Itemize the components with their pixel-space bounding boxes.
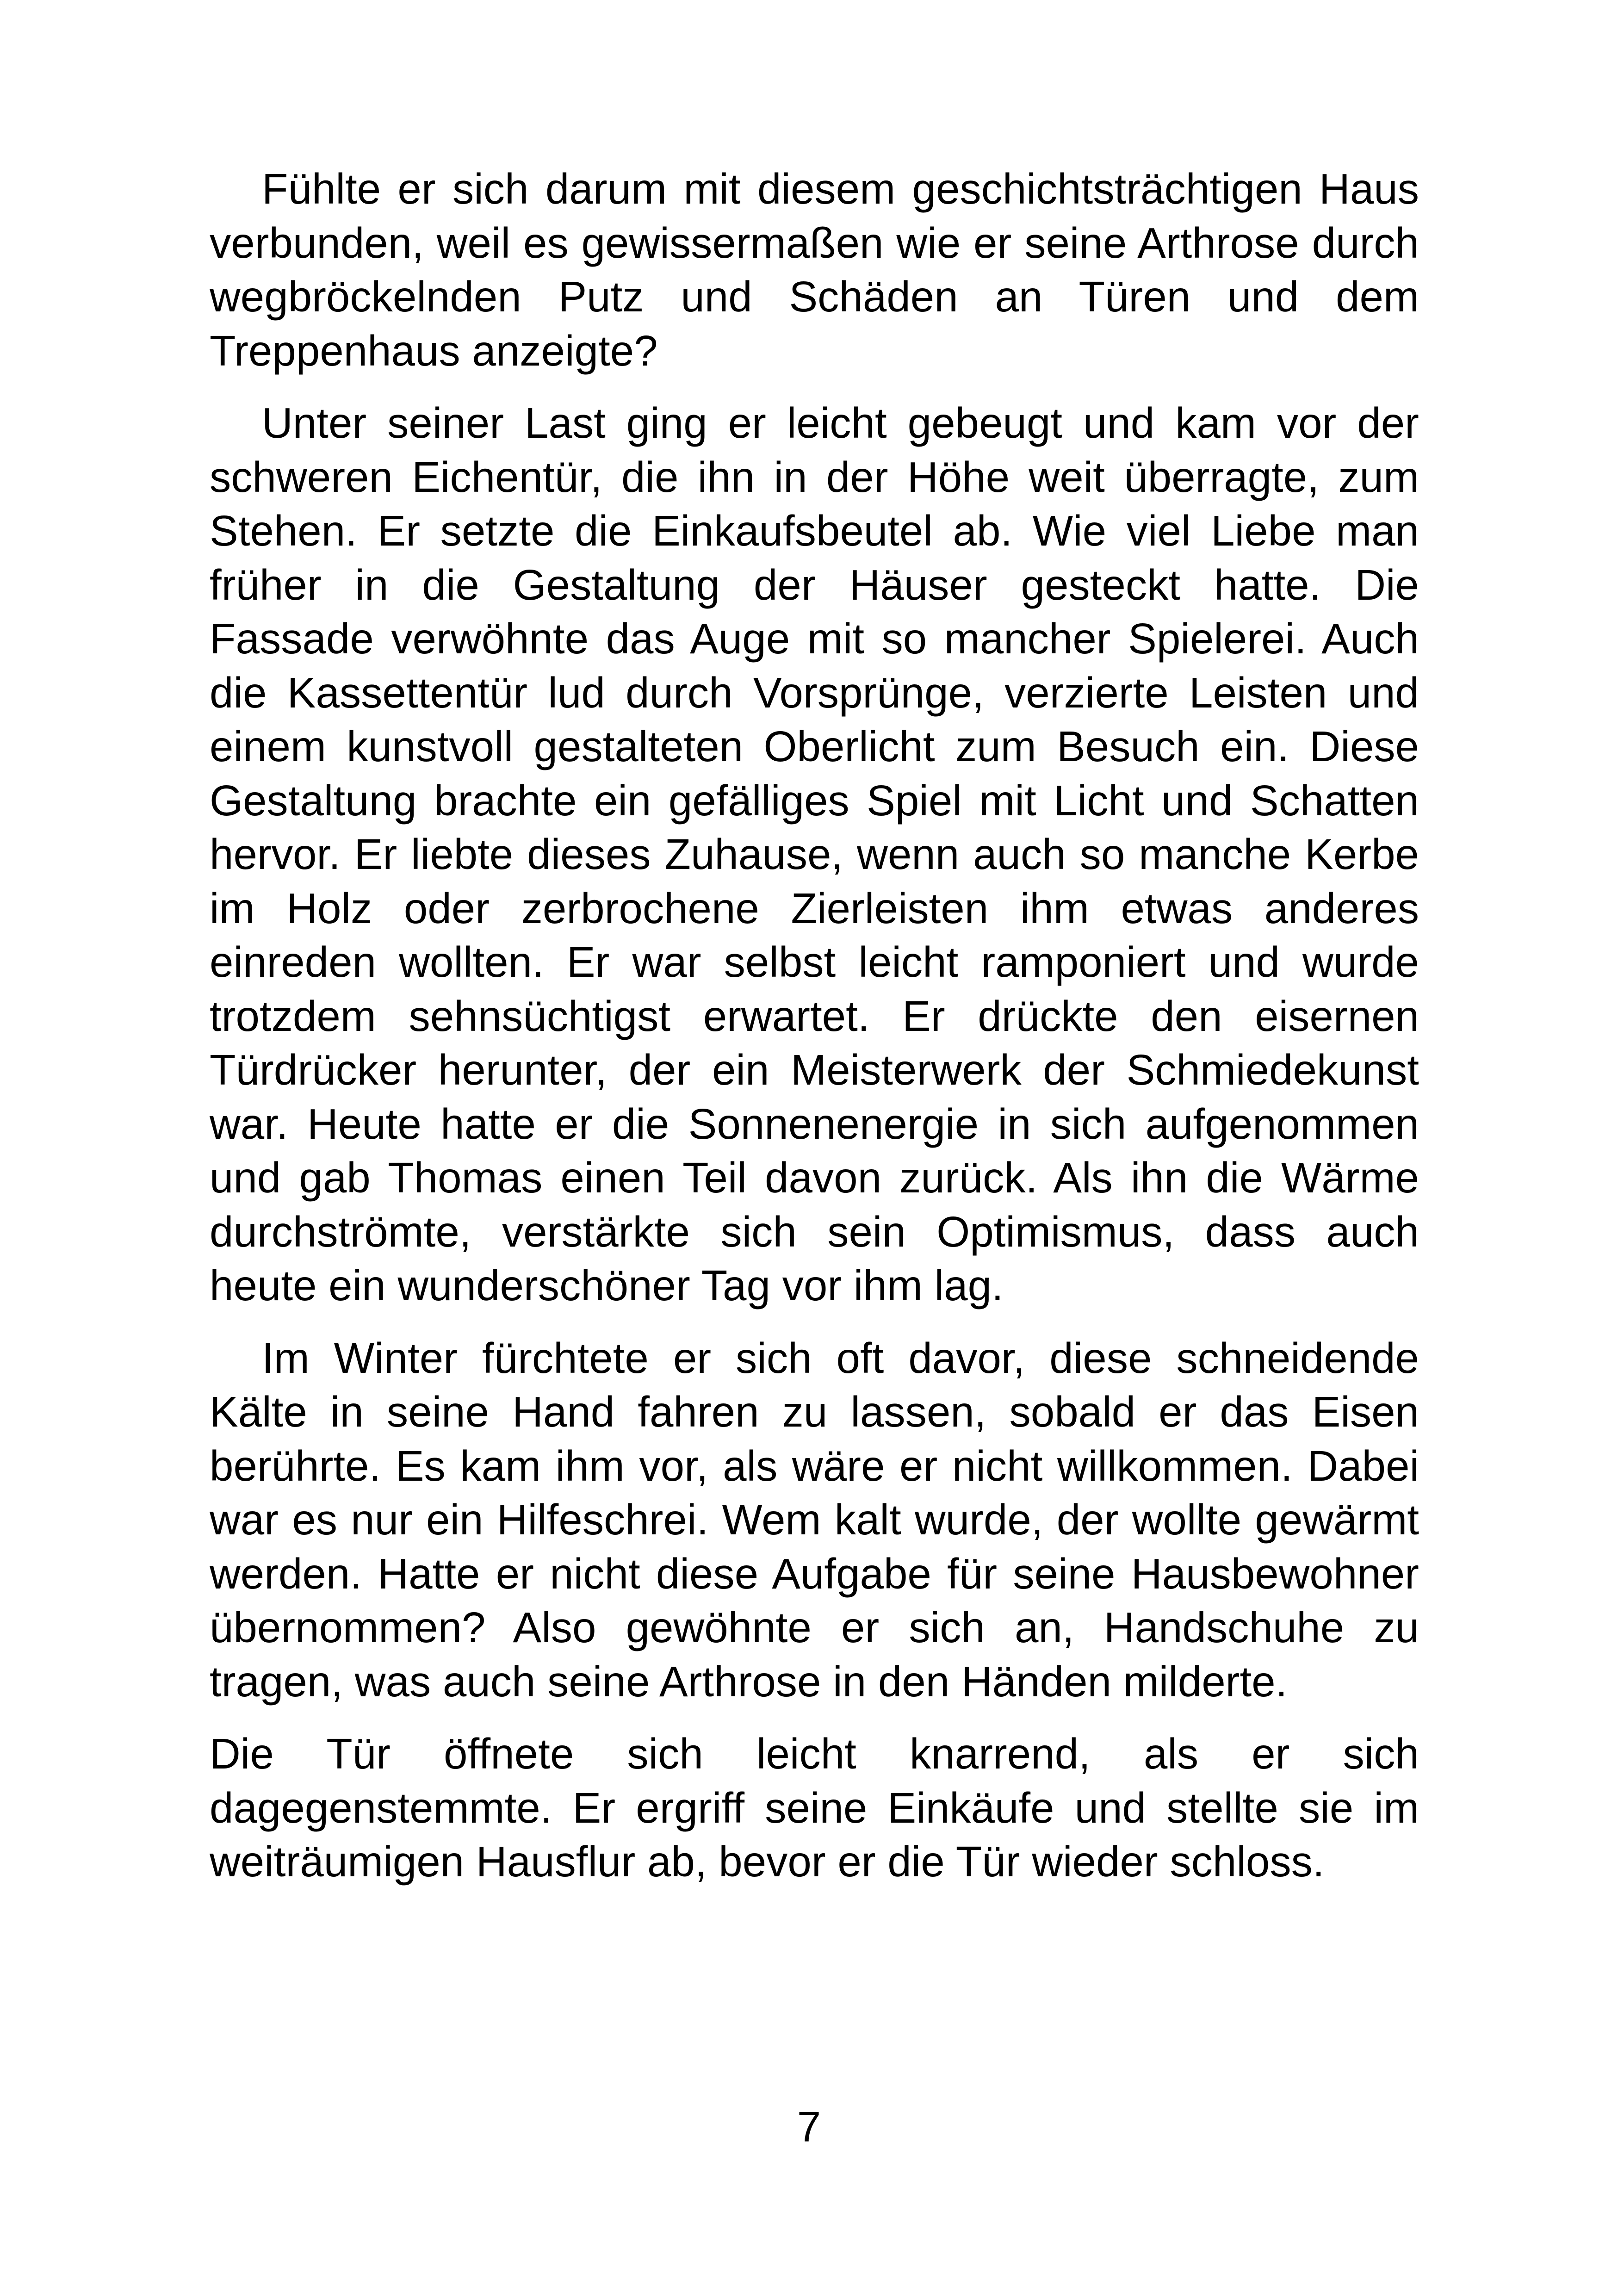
paragraph: Die Tür öffnete sich leicht knarrend, als er sich dagegenstemmte. Er ergriff seine Einkäufe und stellte sie im weiträumigen Hausflur ab, bevor er die Tür wieder schloss.	[210, 1730, 1419, 1886]
paragraph: Unter seiner Last ging er leicht gebeugt und kam vor der schweren Eichentür, die ihn in der Höhe weit überragte, zum Stehen. Er setzte die Einkaufsbeutel ab. Wie viel Liebe man früher in die Gestaltung der Häuser gesteckt hatte. Die Fassade verwöhnte das Auge mit so mancher Spielerei. Auch die Kassettentür lud durch Vorsprünge, verzierte Leisten und einem kunstvoll gestalteten Oberlicht zum Besuch ein. Diese Gestaltung brachte ein gefälliges Spiel mit Licht und Schatten hervor. Er liebte dieses Zuhause, wenn auch so manche Kerbe im Holz oder zerbrochene Zierleisten ihm etwas anderes einreden wollten. Er war selbst leicht ramponiert und wurde trotzdem sehnsüchtigst erwartet. Er drückte den eisernen Türdrücker herunter, der ein Meisterwerk der Schmiedekunst war. Heute hatte er die Sonnenenergie in sich aufgenommen und gab Thomas einen Teil davon zurück. Als ihn die Wärme durchströmte, verstärkte sich sein Optimismus, dass auch heute ein wunderschöner Tag vor ihm lag.	[210, 399, 1419, 1309]
body-text	[210, 162, 1419, 1889]
paragraph: Im Winter fürchtete er sich oft davor, diese schneidende Kälte in seine Hand fahren zu lassen, sobald er das Eisen berührte. Es kam ihm vor, als wäre er nicht willkommen. Dabei war es nur ein Hilfeschrei. Wem kalt wurde, der wollte gewärmt werden. Hatte er nicht diese Aufgabe für seine Hausbewohner übernommen? Also gewöhnte er sich an, Handschuhe zu tragen, was auch seine Arthrose in den Händen milderte.	[210, 1334, 1419, 1706]
paragraph: Fühlte er sich darum mit diesem geschichtsträchtigen Haus verbunden, weil es gewissermaßen wie er seine Arthrose durch wegbröckelnden Putz und Schäden an Türen und dem Treppenhaus anzeigte?	[210, 165, 1419, 375]
page-number: 7	[797, 2103, 821, 2151]
